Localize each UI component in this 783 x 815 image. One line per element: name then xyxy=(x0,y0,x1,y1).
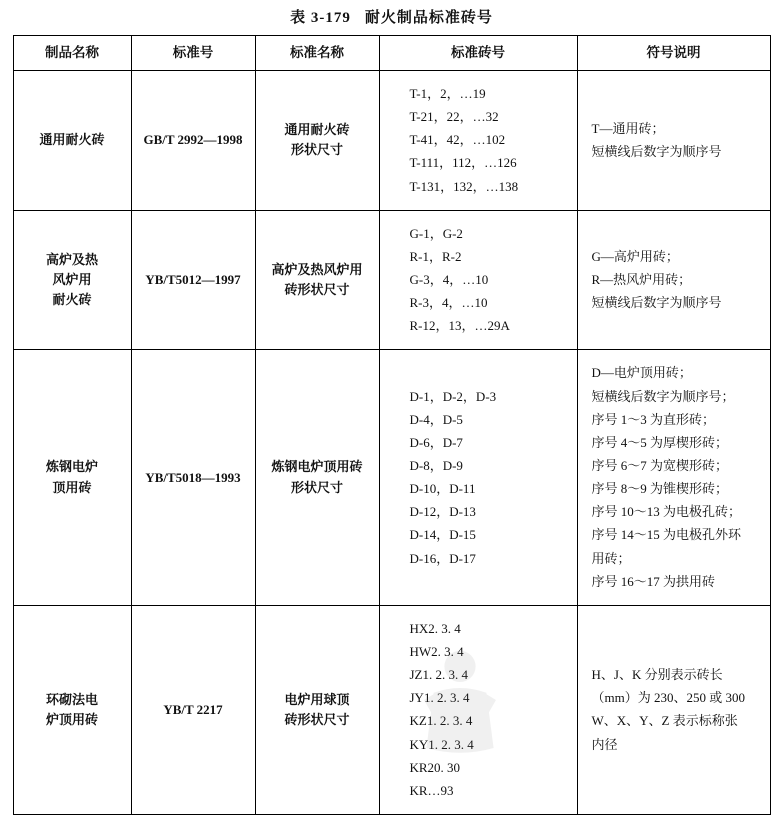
cell-brick-number xyxy=(379,71,577,211)
text-line: 炉顶用砖 xyxy=(45,711,98,727)
cell-brick-number xyxy=(379,605,577,814)
text-line: 顶用砖 xyxy=(52,479,92,495)
table-title-text: 耐火制品标准砖号 xyxy=(364,10,493,26)
text-line: 形状尺寸 xyxy=(290,479,343,495)
table-number: 表 3-179 xyxy=(290,10,351,26)
standard-name-lines xyxy=(262,690,373,730)
text-line: KY1. 2. 3. 4 xyxy=(409,736,474,752)
cell-symbol-description xyxy=(577,71,770,211)
standard-brick-number-table xyxy=(13,35,771,815)
text-line: （mm）为 230、250 或 300 xyxy=(591,690,745,706)
text-line: H、J、K 分别表示砖长 xyxy=(591,667,723,683)
text-line: 内径 xyxy=(591,736,618,752)
brick-number-lines xyxy=(410,619,571,801)
cell-standard-number: YB/T5018—1993 xyxy=(131,350,255,605)
table-header xyxy=(13,36,770,71)
text-line: 序号 14～15 为电极孔外环 xyxy=(591,527,742,543)
text-line: 风炉用 xyxy=(52,271,92,287)
text-line: 序号 1～3 为直形砖； xyxy=(591,411,716,427)
table-row xyxy=(13,210,770,350)
standard-name-lines xyxy=(262,260,373,300)
text-line: T-111，112，…126 xyxy=(409,155,517,171)
text-line: G-1，G-2 xyxy=(409,225,463,241)
text-line: D-14，D-15 xyxy=(409,527,476,543)
column-header-brick-number: 标准砖号 xyxy=(379,36,577,71)
cell-product-name xyxy=(13,605,131,814)
cell-brick-number xyxy=(379,350,577,605)
text-line: W、X、Y、Z 表示标称张 xyxy=(591,713,738,729)
text-line: D-1，D-2，D-3 xyxy=(409,388,497,404)
cell-standard-number: YB/T5012—1997 xyxy=(131,210,255,350)
text-line: R-3，4，…10 xyxy=(409,295,488,311)
cell-symbol-description xyxy=(577,210,770,350)
cell-standard-name xyxy=(255,605,379,814)
standard-name-lines xyxy=(262,120,373,160)
text-line: 短横线后数字为顺序号 xyxy=(591,295,722,311)
symbol-description-lines xyxy=(592,247,762,313)
text-line: 短横线后数字为顺序号 xyxy=(591,143,722,159)
text-line: T-21，22，…32 xyxy=(409,109,499,125)
text-line: 通用耐火砖 xyxy=(284,122,350,138)
table-row xyxy=(13,71,770,211)
cell-brick-number xyxy=(379,210,577,350)
column-header-standard-number: 标准号 xyxy=(131,36,255,71)
text-line: KR20. 30 xyxy=(409,759,461,775)
text-line: 环砌法电 xyxy=(45,691,98,707)
text-line: HX2. 3. 4 xyxy=(409,620,461,636)
text-line: 耐火砖 xyxy=(52,292,92,308)
cell-symbol-description xyxy=(577,350,770,605)
text-line: 砖形状尺寸 xyxy=(284,282,350,298)
cell-standard-number: GB/T 2992—1998 xyxy=(131,71,255,211)
column-header-symbol-description: 符号说明 xyxy=(577,36,770,71)
text-line: 短横线后数字为顺序号； xyxy=(591,388,735,404)
cell-standard-number: YB/T 2217 xyxy=(131,605,255,814)
cell-standard-name xyxy=(255,350,379,605)
text-line: T—通用砖； xyxy=(591,120,665,136)
cell-product-name xyxy=(13,71,131,211)
text-line: KZ1. 2. 3. 4 xyxy=(409,713,473,729)
text-line: R-1，R-2 xyxy=(409,248,462,264)
text-line: D-16，D-17 xyxy=(409,550,476,566)
cell-standard-name xyxy=(255,71,379,211)
column-header-product-name: 制品名称 xyxy=(13,36,131,71)
text-line: HW2. 3. 4 xyxy=(409,643,464,659)
text-line: G-3，4，…10 xyxy=(409,271,489,287)
text-line: 序号 6～7 为宽楔形砖； xyxy=(591,457,729,473)
text-line: KR…93 xyxy=(409,782,454,798)
text-line: 用砖； xyxy=(591,550,631,566)
standard-name-lines xyxy=(262,457,373,497)
text-line: D—电炉顶用砖； xyxy=(591,365,692,381)
cell-product-name xyxy=(13,210,131,350)
cell-standard-name xyxy=(255,210,379,350)
text-line: D-8，D-9 xyxy=(409,457,463,473)
cell-product-name xyxy=(13,350,131,605)
text-line: T-131，132，…138 xyxy=(409,178,519,194)
text-line: R-12，13，…29A xyxy=(409,318,510,334)
text-line: 高炉及热风炉用 xyxy=(271,261,363,277)
table-body xyxy=(13,71,770,815)
text-line: D-6，D-7 xyxy=(409,434,463,450)
table-header-row xyxy=(13,36,770,71)
symbol-description-lines xyxy=(592,363,762,591)
cell-symbol-description xyxy=(577,605,770,814)
product-name-lines xyxy=(20,690,125,730)
brick-number-lines xyxy=(410,224,571,337)
text-line: D-4，D-5 xyxy=(409,411,463,427)
text-line: 形状尺寸 xyxy=(290,142,343,158)
text-line: JZ1. 2. 3. 4 xyxy=(409,667,468,683)
product-name-lines xyxy=(20,130,125,150)
brick-number-lines xyxy=(410,387,571,569)
product-name-lines xyxy=(20,457,125,497)
text-line: 炼钢电炉顶用砖 xyxy=(271,459,363,475)
text-line: 通用耐火砖 xyxy=(39,132,105,148)
text-line: T-1，2，…19 xyxy=(409,86,486,101)
page-title xyxy=(0,0,783,35)
text-line: R—热风炉用砖； xyxy=(591,271,692,287)
text-line: 砖形状尺寸 xyxy=(284,711,350,727)
product-name-lines xyxy=(20,250,125,310)
text-line: JY1. 2. 3. 4 xyxy=(409,690,470,706)
text-line: G—高炉用砖； xyxy=(591,248,679,264)
text-line: 序号 4～5 为厚楔形砖； xyxy=(591,434,729,450)
text-line: D-12，D-13 xyxy=(409,504,476,520)
text-line: 序号 16～17 为拱用砖 xyxy=(591,573,716,589)
text-line: D-10，D-11 xyxy=(409,481,476,497)
text-line: 序号 8～9 为锥楔形砖； xyxy=(591,481,729,497)
symbol-description-lines xyxy=(592,665,762,755)
brick-number-lines xyxy=(410,84,571,197)
table-row xyxy=(13,605,770,814)
text-line: T-41，42，…102 xyxy=(409,132,506,148)
column-header-standard-name: 标准名称 xyxy=(255,36,379,71)
text-line: 电炉用球顶 xyxy=(284,691,350,707)
text-line: 炼钢电炉 xyxy=(45,459,98,475)
symbol-description-lines xyxy=(592,119,762,162)
text-line: 高炉及热 xyxy=(45,251,98,267)
table-row xyxy=(13,350,770,605)
text-line: 序号 10～13 为电极孔砖； xyxy=(591,504,742,520)
